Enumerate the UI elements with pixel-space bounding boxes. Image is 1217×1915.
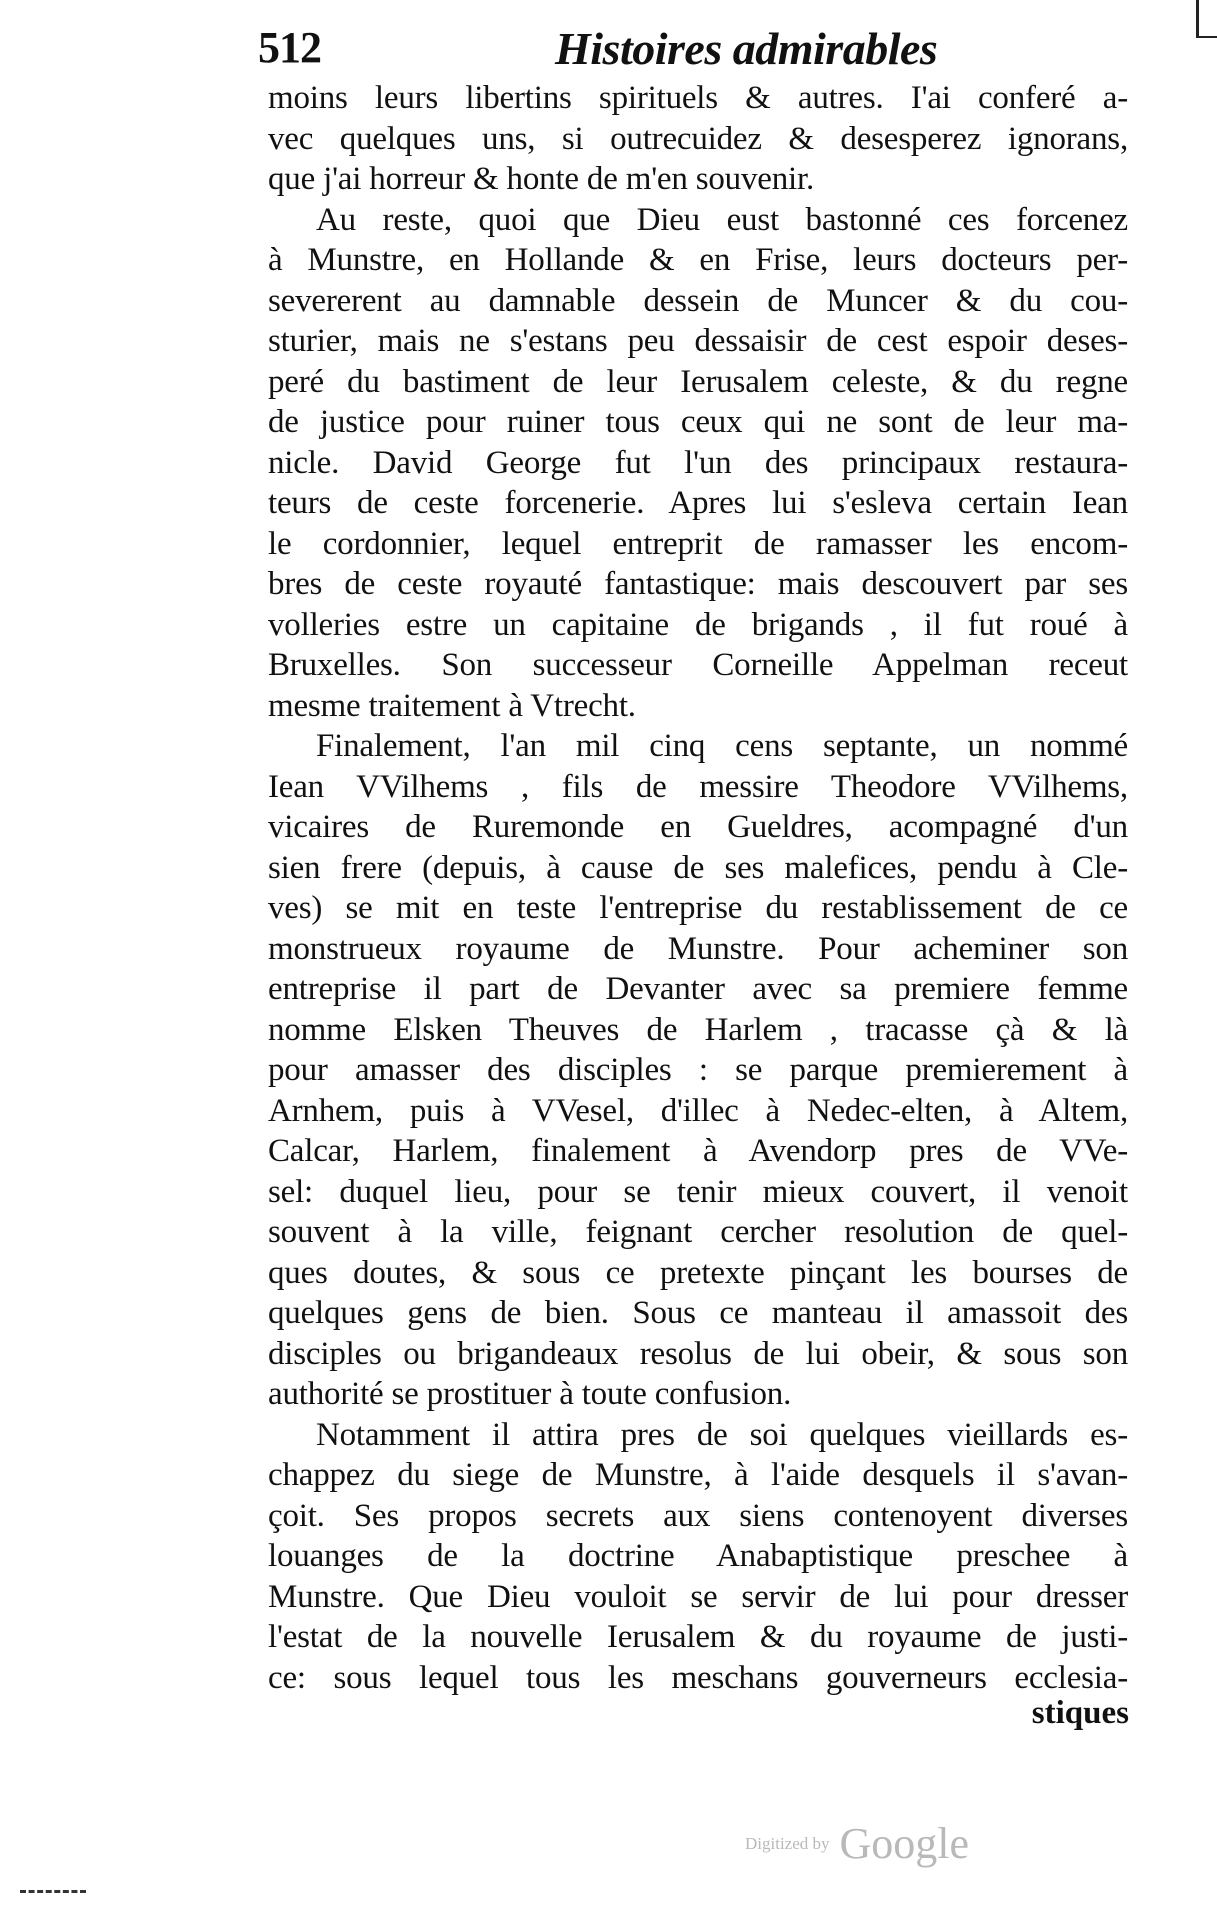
text-line: Bruxelles. Son successeur Corneille Appelman receut bbox=[268, 647, 1128, 683]
text-line: entreprise il part de Devanter avec sa premiere femme bbox=[268, 971, 1128, 1007]
text-line: vicaires de Ruremonde en Gueldres, acompagné d'un bbox=[268, 809, 1128, 845]
running-title: Histoires admirables bbox=[555, 23, 938, 74]
digitized-watermark bbox=[745, 1818, 969, 1869]
text-line: sturier, mais ne s'estans peu dessaisir de cest espoir deses- bbox=[268, 323, 1128, 359]
text-line: Munstre. Que Dieu vouloit se servir de lui pour dresser bbox=[268, 1578, 1128, 1615]
text-line: monstrueux royaume de Munstre. Pour acheminer son bbox=[268, 930, 1128, 967]
text-line: ves) se mit en teste l'entreprise du restablissement de ce bbox=[268, 890, 1128, 926]
text-line: à Munstre, en Hollande & en Frise, leurs docteurs per- bbox=[268, 242, 1128, 278]
scan-edge-marks bbox=[20, 1890, 86, 1897]
watermark-small-text: Digitized by bbox=[745, 1833, 830, 1853]
text-line: vec quelques uns, si outrecuidez & desesperez ignorans, bbox=[268, 120, 1128, 157]
text-line: peré du bastiment de leur Ierusalem celeste, & du regne bbox=[268, 363, 1128, 400]
text-line: souvent à la ville, feignant cercher resolution de quel- bbox=[268, 1214, 1128, 1250]
text-line: Finalement, l'an mil cinq cens septante, un nommé bbox=[316, 728, 1128, 764]
text-line: Notamment il attira pres de soi quelques vieillards es- bbox=[316, 1416, 1128, 1453]
text-line: ce: sous lequel tous les meschans gouverneurs ecclesia- bbox=[268, 1659, 1128, 1696]
text-line: Calcar, Harlem, finalement à Avendorp pres de VVe- bbox=[268, 1133, 1128, 1169]
text-line: Au reste, quoi que Dieu eust bastonné ces forcenez bbox=[316, 201, 1128, 238]
text-line: teurs de ceste forcenerie. Apres lui s'esleva certain Iean bbox=[268, 485, 1128, 521]
text-line: sien frere (depuis, à cause de ses malefices, pendu à Cle- bbox=[268, 849, 1128, 886]
text-line: volleries estre un capitaine de brigands , il fut roué à bbox=[268, 606, 1128, 643]
body-text bbox=[268, 78, 1128, 1698]
text-line: Iean VVilhems , fils de messire Theodore VVilhems, bbox=[268, 768, 1128, 805]
text-line: Arnhem, puis à VVesel, d'illec à Nedec-elten, à Altem, bbox=[268, 1092, 1128, 1129]
text-line: authorité se prostituer à toute confusion. bbox=[268, 1376, 792, 1412]
text-line: nomme Elsken Theuves de Harlem , tracasse çà & là bbox=[268, 1011, 1128, 1048]
text-line: quelques gens de bien. Sous ce manteau il amassoit des bbox=[268, 1295, 1128, 1331]
page-number: 512 bbox=[258, 23, 321, 72]
catchword: stiques bbox=[1031, 1695, 1129, 1731]
text-line: le cordonnier, lequel entreprit de ramasser les encom- bbox=[268, 525, 1128, 562]
text-line: de justice pour ruiner tous ceux qui ne sont de leur ma- bbox=[268, 404, 1128, 440]
text-line: ques doutes, & sous ce pretexte pinçant les bourses de bbox=[268, 1254, 1128, 1291]
text-line: çoit. Ses propos secrets aux siens contenoyent diverses bbox=[268, 1497, 1128, 1534]
text-line: pour amasser des disciples : se parque premierement à bbox=[268, 1052, 1128, 1088]
watermark-logo-text: Google bbox=[839, 1819, 970, 1868]
page-edge-mark bbox=[1196, 0, 1217, 38]
text-line: moins leurs libertins spirituels & autres. I'ai conferé a- bbox=[268, 80, 1128, 116]
text-line: bres de ceste royauté fantastique: mais descouvert par ses bbox=[268, 566, 1128, 602]
text-line: que j'ai horreur & honte de m'en souvenir. bbox=[268, 161, 815, 197]
text-line: l'estat de la nouvelle Ierusalem & du royaume de justi- bbox=[268, 1619, 1128, 1655]
text-line: mesme traitement à Vtrecht. bbox=[268, 687, 636, 724]
text-line: severerent au damnable dessein de Muncer & du cou- bbox=[268, 282, 1128, 319]
text-line: sel: duquel lieu, pour se tenir mieux couvert, il venoit bbox=[268, 1173, 1128, 1210]
text-line: disciples ou brigandeaux resolus de lui obeir, & sous son bbox=[268, 1335, 1128, 1372]
text-line: nicle. David George fut l'un des principaux restaura- bbox=[268, 444, 1128, 481]
text-line: chappez du siege de Munstre, à l'aide desquels il s'avan- bbox=[268, 1457, 1128, 1493]
text-line: louanges de la doctrine Anabaptistique preschee à bbox=[268, 1538, 1128, 1574]
